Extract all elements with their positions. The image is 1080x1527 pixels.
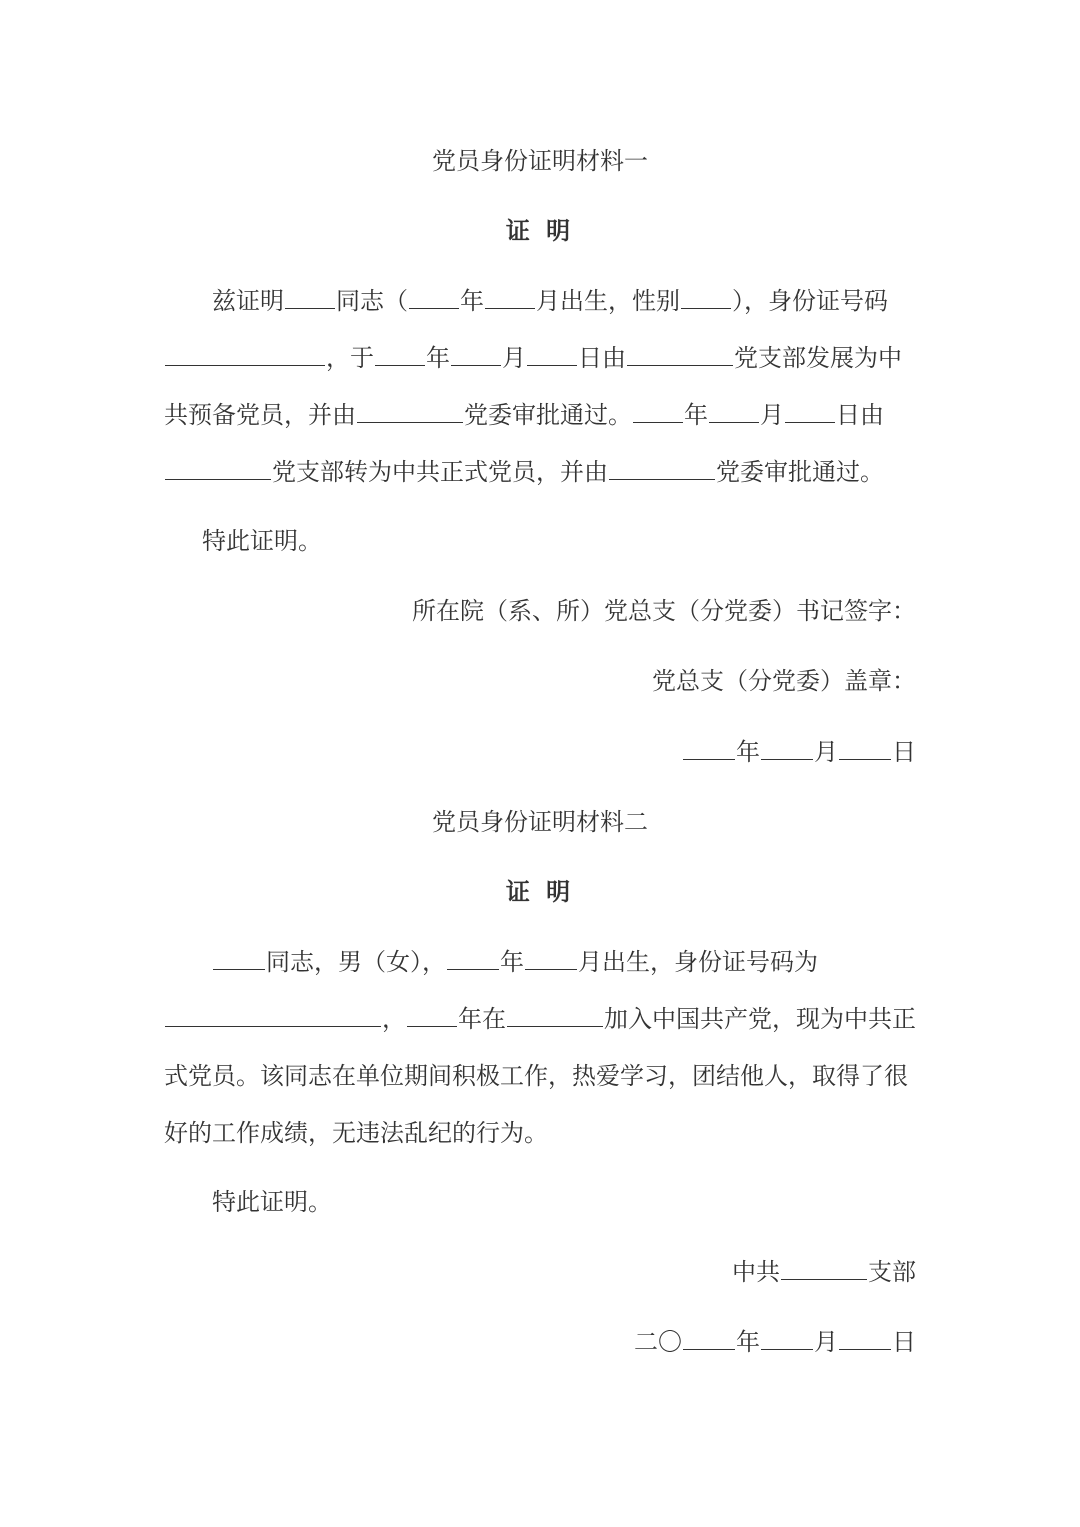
date-day-blank[interactable] <box>839 733 891 760</box>
date-day-blank[interactable] <box>839 1323 891 1350</box>
text: 共预备党员，并由 <box>164 401 356 429</box>
branch-name-blank[interactable] <box>781 1253 867 1280</box>
material-2-heading: 党员身份证明材料二 <box>432 808 648 836</box>
material-2-date-line <box>634 1322 916 1362</box>
material-2-paragraph-line-3: 式党员。该同志在单位期间积极工作，热爱学习，团结他人，取得了很 <box>164 1062 908 1090</box>
formal-month-blank[interactable] <box>709 396 759 423</box>
date-year-blank[interactable] <box>683 733 735 760</box>
birth-month-blank[interactable] <box>485 282 535 309</box>
formal-day-blank[interactable] <box>785 396 835 423</box>
birth-month-blank[interactable] <box>525 943 577 970</box>
join-year-blank[interactable] <box>407 1000 457 1027</box>
committee-blank-2[interactable] <box>609 453 715 480</box>
text: 日 <box>892 1328 916 1356</box>
text: ， <box>382 1005 406 1033</box>
join-year-blank[interactable] <box>375 339 425 366</box>
text: 党支部转为中共正式党员，并由 <box>272 458 608 486</box>
id-number-blank[interactable] <box>165 339 325 366</box>
text: 二〇 <box>634 1328 682 1356</box>
join-place-blank[interactable] <box>507 1000 603 1027</box>
text: 年在 <box>458 1005 506 1033</box>
material-1-paragraph-line-3 <box>164 395 884 435</box>
name-blank[interactable] <box>285 282 335 309</box>
birth-year-blank[interactable] <box>447 943 499 970</box>
org-line <box>732 1252 916 1292</box>
branch-blank-2[interactable] <box>165 453 271 480</box>
text: 兹证明 <box>212 287 284 315</box>
material-2-paragraph-line-1 <box>212 942 818 982</box>
join-month-blank[interactable] <box>451 339 501 366</box>
join-day-blank[interactable] <box>527 339 577 366</box>
material-1-paragraph-line-1 <box>212 281 888 321</box>
text: 年 <box>426 344 450 372</box>
material-1-heading: 党员身份证明材料一 <box>432 147 648 175</box>
material-2-paragraph-line-4: 好的工作成绩，无违法乱纪的行为。 <box>164 1119 548 1147</box>
text: 月 <box>814 738 838 766</box>
text: ，于 <box>326 344 374 372</box>
text: 年 <box>684 401 708 429</box>
text: 党委审批通过。 <box>464 401 632 429</box>
text: 党支部发展为中 <box>734 344 902 372</box>
text: 日由 <box>836 401 884 429</box>
material-1-paragraph-line-4 <box>164 452 884 492</box>
material-2-title: 证 明 <box>505 878 575 906</box>
text: 中共 <box>732 1258 780 1286</box>
material-2-paragraph-line-2 <box>164 999 916 1039</box>
text: 年 <box>500 948 524 976</box>
name-blank[interactable] <box>213 943 265 970</box>
id-number-blank[interactable] <box>165 1000 381 1027</box>
text: 日由 <box>578 344 626 372</box>
date-year-blank[interactable] <box>683 1323 735 1350</box>
material-1-closing: 特此证明。 <box>202 527 322 555</box>
text: 党委审批通过。 <box>716 458 884 486</box>
gender-blank[interactable] <box>681 282 731 309</box>
text: 同志（ <box>336 287 408 315</box>
text: 年 <box>460 287 484 315</box>
material-1-date-line <box>682 732 916 772</box>
formal-year-blank[interactable] <box>633 396 683 423</box>
branch-blank[interactable] <box>627 339 733 366</box>
seal-label: 党总支（分党委）盖章： <box>652 667 916 695</box>
date-month-blank[interactable] <box>761 733 813 760</box>
material-1-title: 证 明 <box>505 217 575 245</box>
text: 同志，男（女）， <box>266 948 446 976</box>
text: 日 <box>892 738 916 766</box>
committee-blank[interactable] <box>357 396 463 423</box>
text: 月 <box>814 1328 838 1356</box>
signature-label: 所在院（系、所）党总支（分党委）书记签字： <box>412 597 916 625</box>
text: 月出生，性别 <box>536 287 680 315</box>
material-2-closing: 特此证明。 <box>212 1188 332 1216</box>
text: ），身份证号码 <box>732 287 888 315</box>
text: 加入中国共产党，现为中共正 <box>604 1005 916 1033</box>
text: 月 <box>502 344 526 372</box>
text: 年 <box>736 1328 760 1356</box>
text: 支部 <box>868 1258 916 1286</box>
text: 月 <box>760 401 784 429</box>
text: 月出生，身份证号码为 <box>578 948 818 976</box>
material-1-paragraph-line-2 <box>164 338 902 378</box>
birth-year-blank[interactable] <box>409 282 459 309</box>
date-month-blank[interactable] <box>761 1323 813 1350</box>
text: 年 <box>736 738 760 766</box>
